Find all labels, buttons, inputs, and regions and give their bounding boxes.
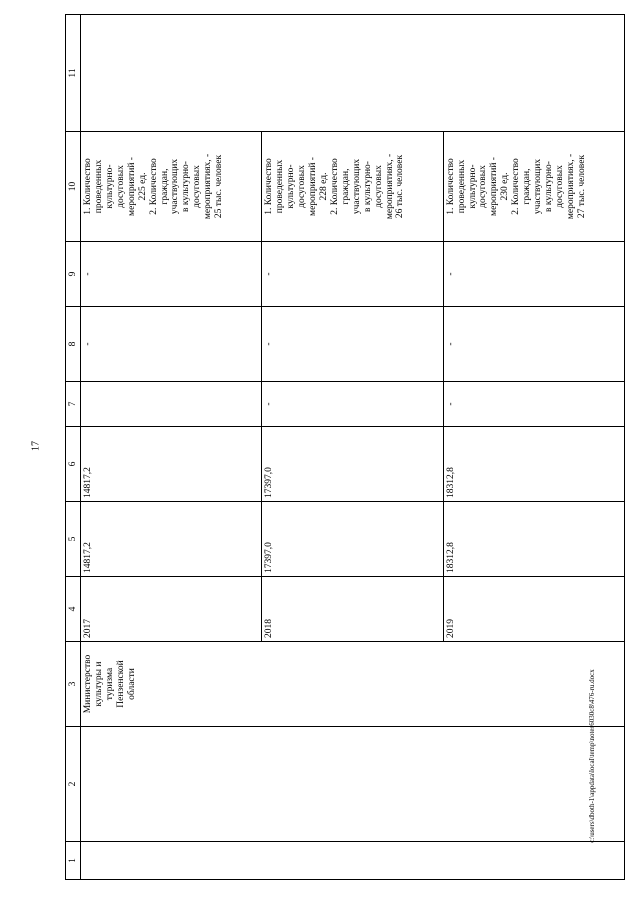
cell-col-2 bbox=[81, 727, 625, 842]
value-col-7: - bbox=[443, 382, 624, 427]
header-col-3: 3 bbox=[66, 642, 81, 727]
footer-file-path: c:\users\dboth-1\appdata\local\temp\notes6030c8\476-ru.docx bbox=[588, 669, 596, 843]
value-col-6: 18312,8 bbox=[443, 427, 624, 502]
header-col-2: 2 bbox=[66, 727, 81, 842]
header-col-6: 6 bbox=[66, 427, 81, 502]
year-cell: 2018 bbox=[262, 577, 443, 642]
value-col-8: - bbox=[262, 307, 443, 382]
result-cell: 1. Количество проведенных культурно- досуговых мероприятий - 230 ед. 2. Количество граждан, участвующих в культурно- досуговых мероприятиях, - 27 тыс. человек bbox=[443, 132, 624, 242]
value-col-6: 17397,0 bbox=[262, 427, 443, 502]
cell-col-11 bbox=[81, 15, 625, 132]
value-col-5: 18312,8 bbox=[443, 502, 624, 577]
header-col-5: 5 bbox=[66, 502, 81, 577]
year-cell: 2017 bbox=[81, 577, 262, 642]
page-number: 17 bbox=[30, 441, 42, 451]
result-cell: 1. Количество проведенных культурно- досуговых мероприятий - 225 ед. 2. Количество граждан, участвующих в культурно- досуговых мероприятиях, - 25 тыс. человек bbox=[81, 132, 262, 242]
value-col-6: 14817,2 bbox=[81, 427, 262, 502]
executor-cell: Министерство культуры и туризма Пензенской области bbox=[81, 642, 625, 727]
value-col-8: - bbox=[81, 307, 262, 382]
header-col-4: 4 bbox=[66, 577, 81, 642]
value-col-8: - bbox=[443, 307, 624, 382]
header-col-8: 8 bbox=[66, 307, 81, 382]
header-row bbox=[66, 15, 81, 880]
table-row bbox=[81, 15, 262, 880]
header-col-1: 1 bbox=[66, 842, 81, 880]
value-col-9: - bbox=[443, 242, 624, 307]
result-cell: 1. Количество проведенных культурно- досуговых мероприятий - 228 ед. 2. Количество граждан, участвующих в культурно- досуговых мероприятиях, - 26 тыс. человек bbox=[262, 132, 443, 242]
cell-col-1 bbox=[81, 842, 625, 880]
header-col-7: 7 bbox=[66, 382, 81, 427]
value-col-7 bbox=[81, 382, 262, 427]
year-cell: 2019 bbox=[443, 577, 624, 642]
value-col-9: - bbox=[262, 242, 443, 307]
value-col-9: - bbox=[81, 242, 262, 307]
header-col-11: 11 bbox=[66, 15, 81, 132]
value-col-5: 17397,0 bbox=[262, 502, 443, 577]
value-col-7: - bbox=[262, 382, 443, 427]
program-activities-table bbox=[65, 14, 625, 880]
header-col-9: 9 bbox=[66, 242, 81, 307]
header-col-10: 10 bbox=[66, 132, 81, 242]
rotated-page-content bbox=[65, 15, 625, 880]
value-col-5: 14817,2 bbox=[81, 502, 262, 577]
